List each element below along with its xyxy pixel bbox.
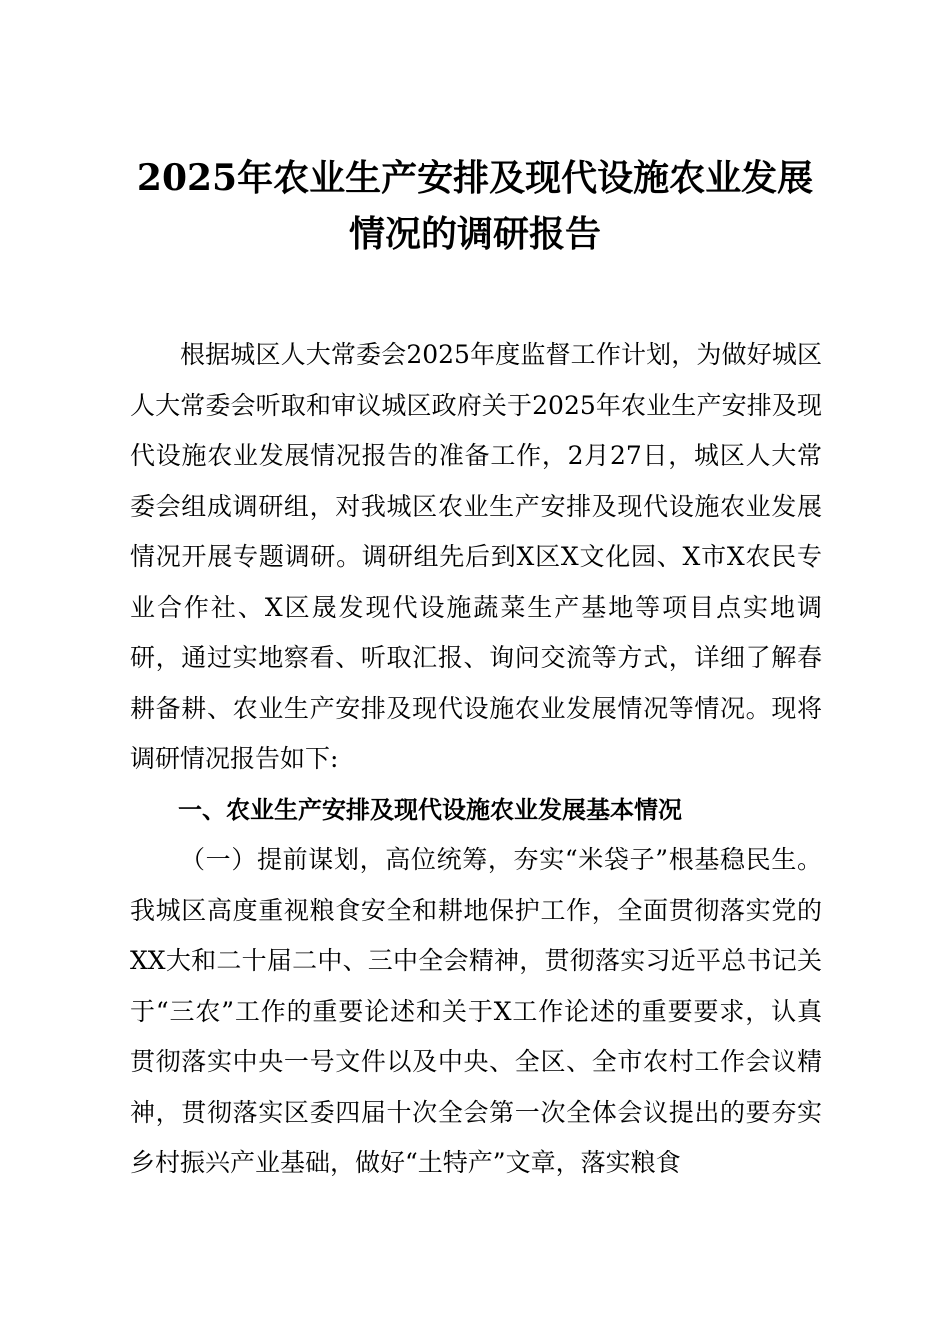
- document-body: [130, 330, 822, 1189]
- subsection-paragraph-1: （一）提前谋划，高位统筹，夯实“米袋子”根基稳民生。我城区高度重视粮食安全和耕地保护工作，全面贯彻落实党的XX大和二十届二中、三中全会精神，贯彻落实习近平总书记关于“三农”工作的重要论述和关于X工作论述的重要要求，认真贯彻落实中央一号文件以及中央、全区、全市农村工作会议精神，贯彻落实区委四届十次全会第一次全体会议提出的要夯实乡村振兴产业基础，做好“土特产”文章，落实粮食: [130, 845, 822, 1177]
- intro-paragraph: 根据城区人大常委会2025年度监督工作计划，为做好城区人大常委会听取和审议城区政府关于2025年农业生产安排及现代设施农业发展情况报告的准备工作，2月27日，城区人大常委会组成调研组，对我城区农业生产安排及现代设施农业发展情况开展专题调研。调研组先后到X区X文化园、X市X农民专业合作社、X区晟发现代设施蔬菜生产基地等项目点实地调研，通过实地察看、听取汇报、询问交流等方式，详细了解春耕备耕、农业生产安排及现代设施农业发展情况等情况。现将调研情况报告如下:: [130, 340, 822, 773]
- document-title: 2025年农业生产安排及现代设施农业发展情况的调研报告: [136, 157, 814, 255]
- section-heading-1: 一、农业生产安排及现代设施农业发展基本情况: [178, 795, 682, 824]
